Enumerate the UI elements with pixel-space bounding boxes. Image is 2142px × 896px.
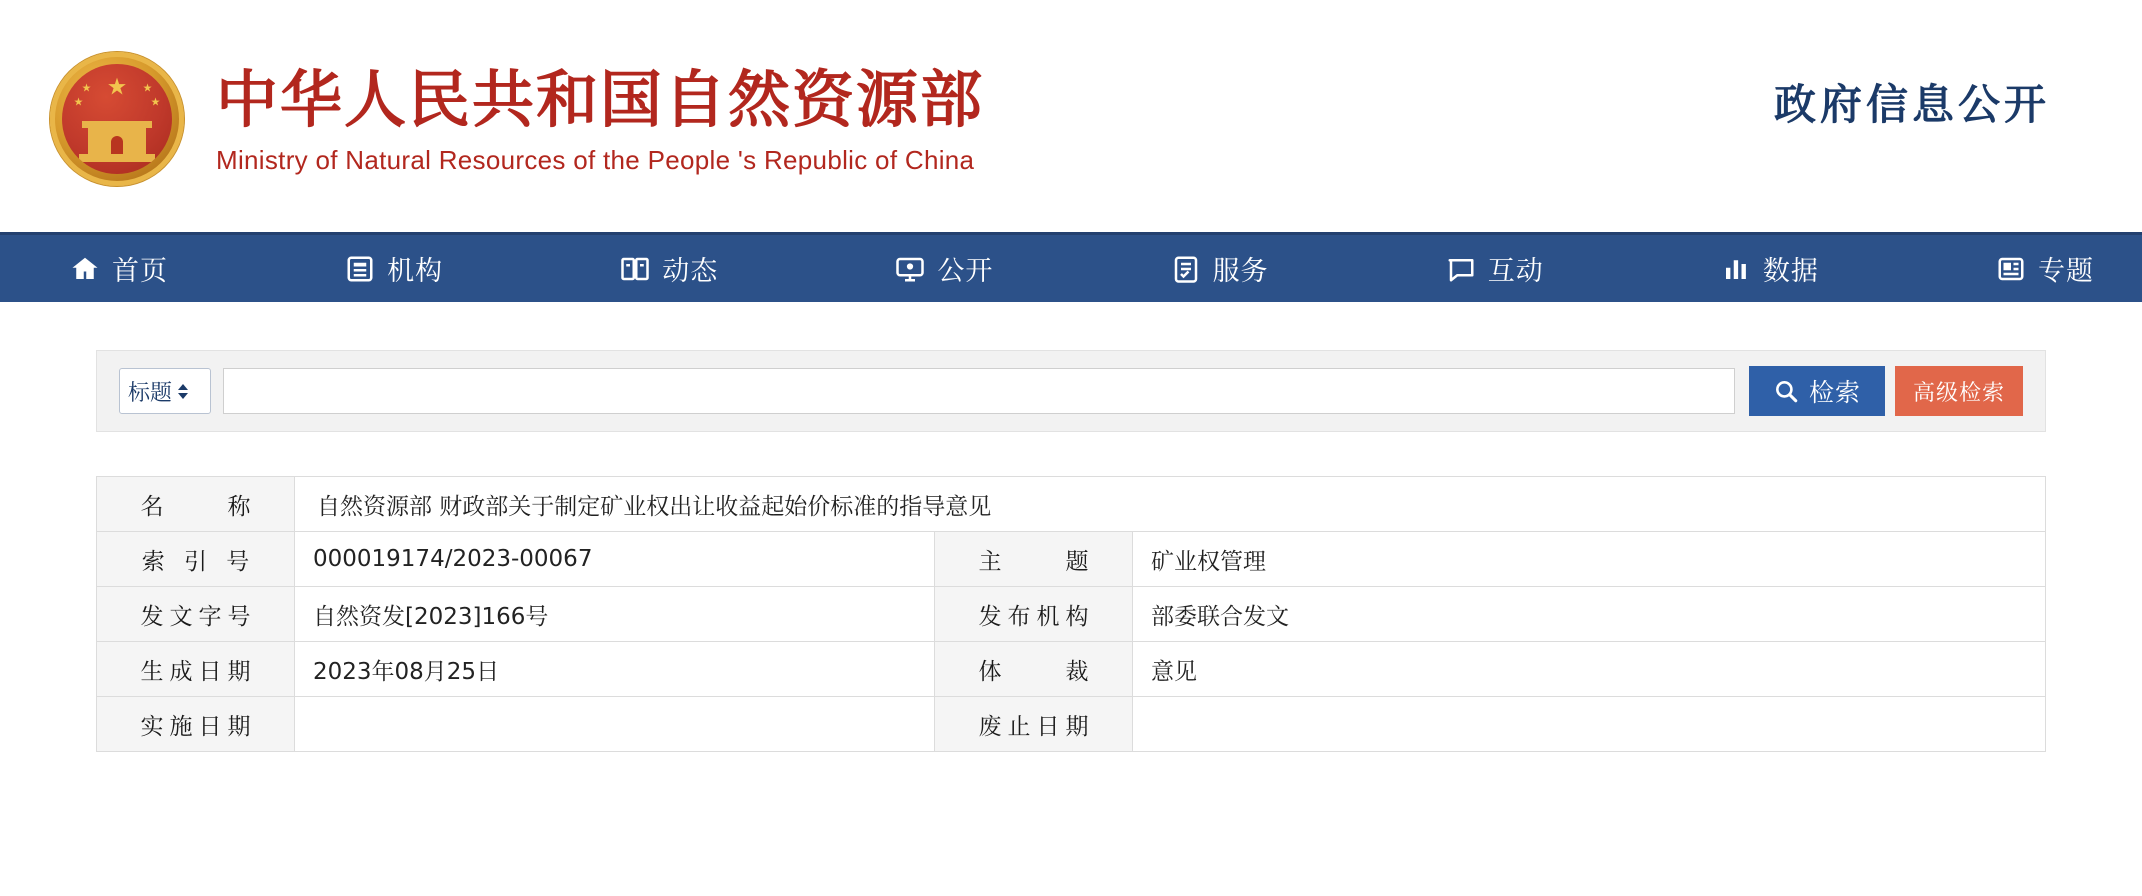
chat-icon	[1446, 254, 1476, 284]
advanced-search-label: 高级检索	[1912, 380, 2005, 406]
doc-created-label: 生成日期	[97, 642, 295, 697]
site-header	[0, 0, 2142, 232]
bar-chart-icon	[1721, 254, 1751, 284]
doc-name-value: 自然资源部 财政部关于制定矿业权出让收益起始价标准的指导意见	[295, 477, 2046, 532]
nav-item-news[interactable]	[620, 249, 895, 288]
search-button-label: 检索	[1808, 378, 1861, 407]
home-icon	[70, 254, 100, 284]
nav-item-organization[interactable]	[345, 249, 620, 288]
table-row	[97, 477, 2046, 532]
nav-item-label: 服务	[1212, 256, 1269, 287]
doc-abolished-value	[1133, 697, 2046, 752]
doc-issuer-label: 发布机构	[935, 587, 1133, 642]
doc-issuer-value: 部委联合发文	[1133, 587, 2046, 642]
doc-abolished-label: 废止日期	[935, 697, 1133, 752]
book-icon	[620, 254, 650, 284]
news-icon	[1996, 254, 2026, 284]
search-button[interactable]	[1749, 366, 1885, 416]
nav-item-label: 互动	[1487, 256, 1544, 287]
doc-number-label: 发文字号	[97, 587, 295, 642]
table-row	[97, 587, 2046, 642]
nav-item-label: 专题	[2037, 256, 2094, 287]
nav-item-label: 公开	[937, 256, 994, 287]
search-panel	[96, 350, 2046, 432]
nav-item-home[interactable]	[70, 249, 345, 288]
nav-item-topics[interactable]	[1996, 249, 2094, 288]
document-info-table	[96, 476, 2046, 752]
doc-genre-value: 意见	[1133, 642, 2046, 697]
doc-effective-value	[295, 697, 935, 752]
nav-item-data[interactable]	[1721, 249, 1996, 288]
site-title-en: Ministry of Natural Resources of the People 's Republic of China	[216, 145, 975, 176]
nav-item-label: 动态	[662, 256, 719, 287]
nav-item-label: 数据	[1762, 256, 1819, 287]
nav-item-service[interactable]	[1171, 249, 1446, 288]
doc-genre-label: 体 裁	[935, 642, 1133, 697]
monitor-icon	[895, 254, 925, 284]
table-row	[97, 642, 2046, 697]
nav-item-label: 首页	[112, 256, 168, 287]
nav-item-label: 机构	[387, 256, 444, 287]
site-title-block	[216, 56, 984, 176]
advanced-search-button[interactable]	[1895, 366, 2023, 416]
doc-subject-value: 矿业权管理	[1133, 532, 2046, 587]
search-input[interactable]	[223, 368, 1735, 414]
search-scope-select[interactable]	[119, 368, 211, 414]
main-content	[0, 350, 2142, 752]
magnifier-icon	[1773, 378, 1799, 404]
doc-number-value: 自然资发[2023]166号	[295, 587, 935, 642]
clipboard-icon	[1171, 254, 1201, 284]
doc-effective-label: 实施日期	[97, 697, 295, 752]
national-emblem-icon: ★ ★ ★ ★ ★	[44, 46, 190, 192]
main-navigation	[0, 232, 2142, 302]
building-icon	[345, 254, 375, 284]
nav-item-interaction[interactable]	[1446, 249, 1721, 288]
doc-created-value: 2023年08月25日	[295, 642, 935, 697]
table-row	[97, 697, 2046, 752]
nav-item-disclosure[interactable]	[895, 249, 1170, 288]
table-row	[97, 532, 2046, 587]
doc-name-label: 名 称	[97, 477, 295, 532]
page-title: 政府信息公开	[1773, 80, 2050, 129]
doc-index-value: 000019174/2023-00067	[295, 532, 935, 587]
chevron-updown-icon	[178, 384, 188, 399]
search-scope-value: 标题	[128, 380, 173, 406]
doc-index-label: 索 引 号	[97, 532, 295, 587]
doc-subject-label: 主 题	[935, 532, 1133, 587]
site-title-cn: 中华人民共和国自然资源部	[216, 62, 985, 136]
